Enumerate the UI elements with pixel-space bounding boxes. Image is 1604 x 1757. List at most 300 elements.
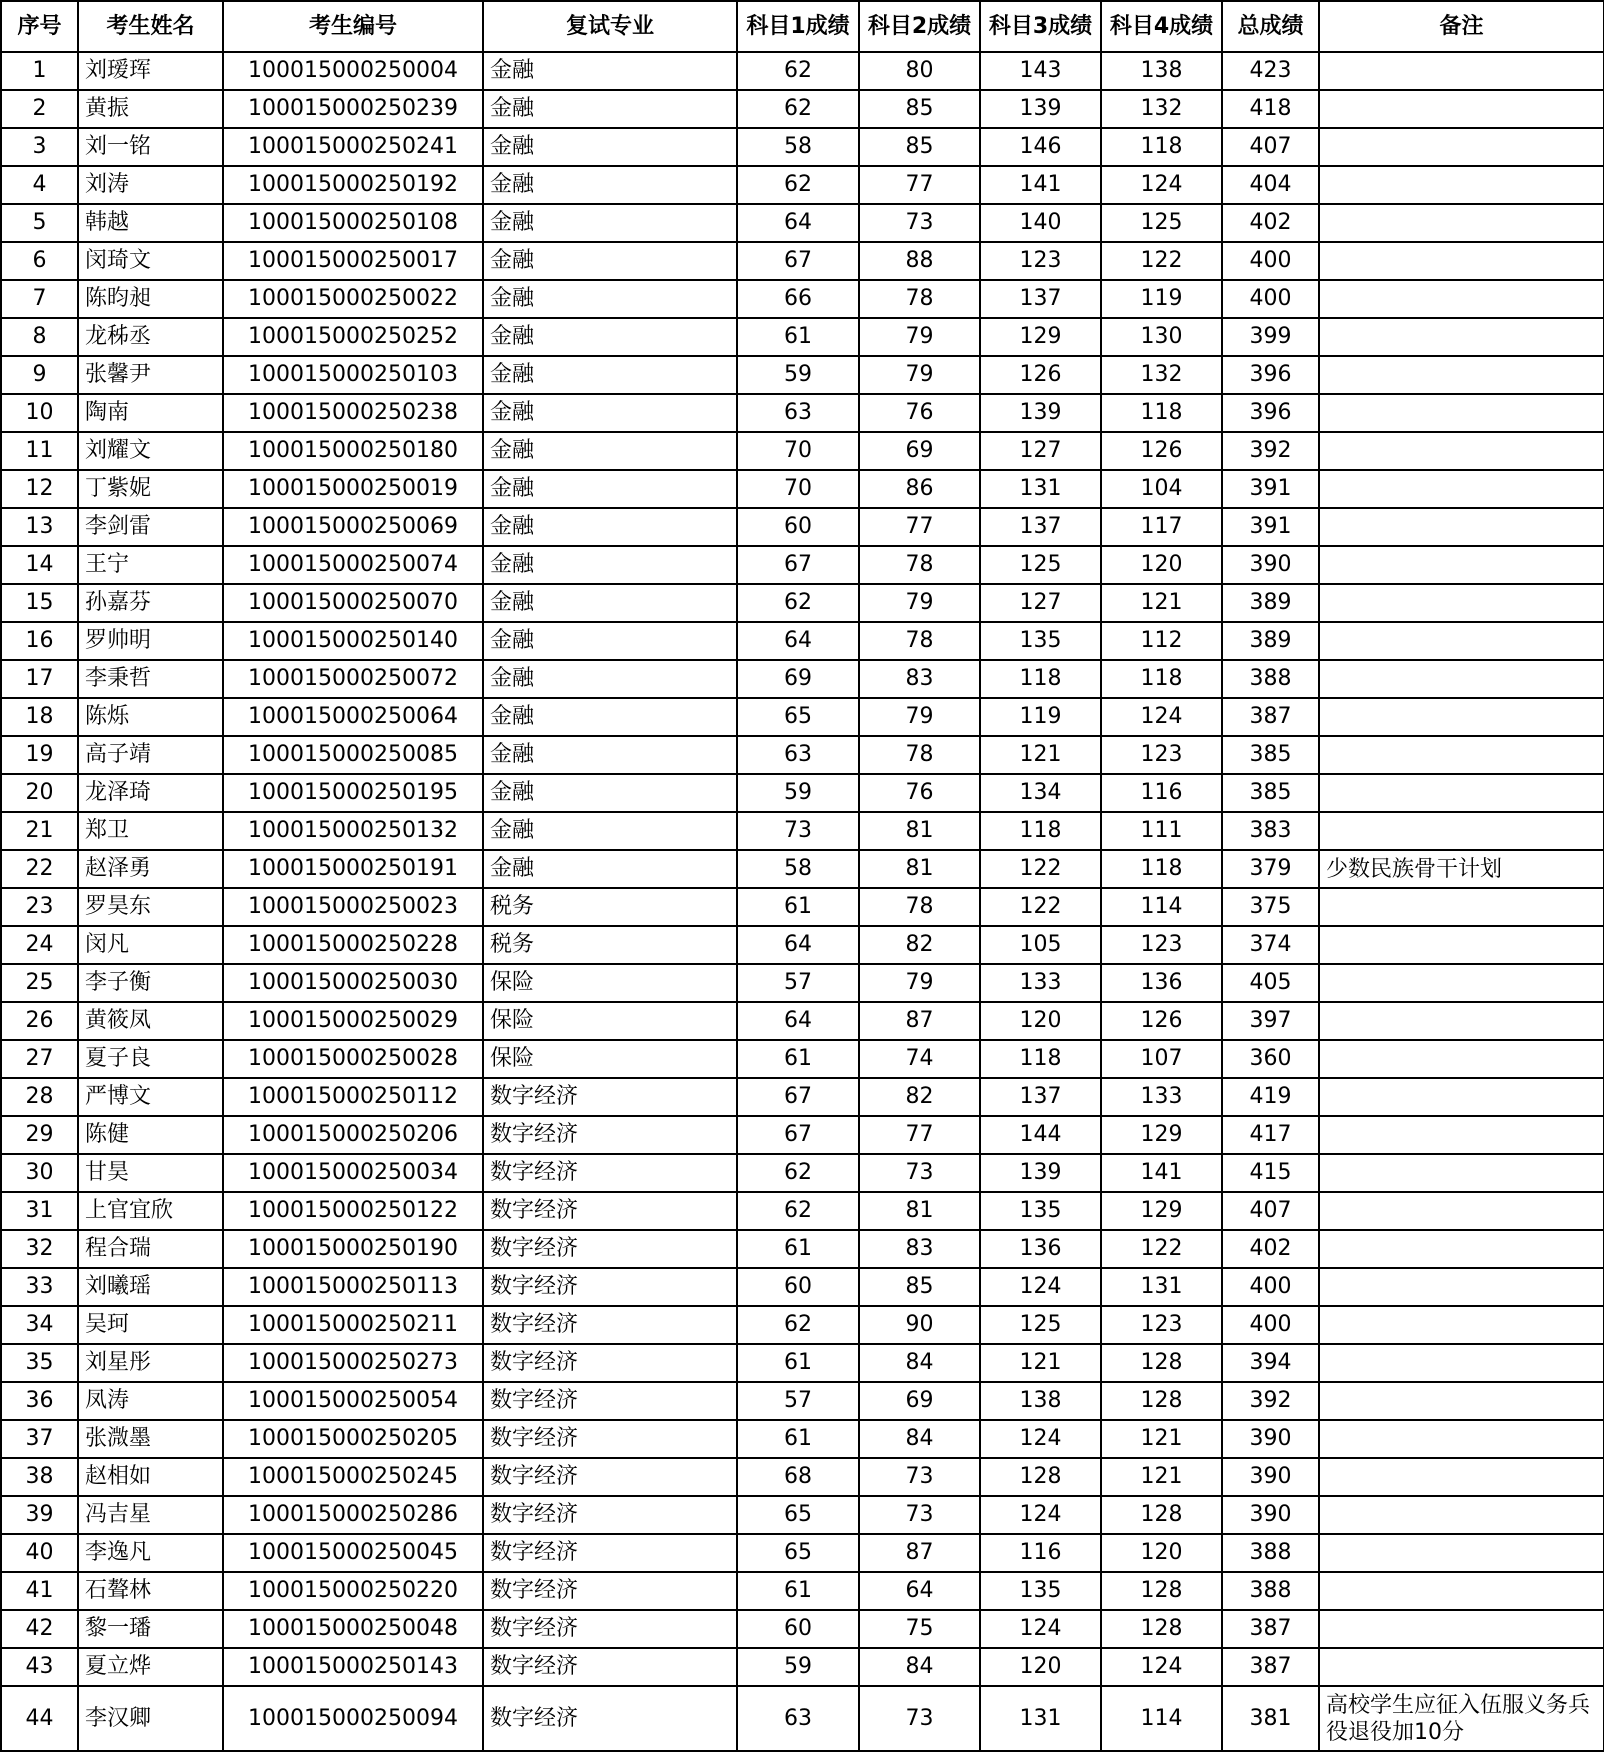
- cell-exam-id: 100015000250228: [223, 926, 483, 964]
- cell-subject1: 61: [737, 1040, 859, 1078]
- cell-subject1: 63: [737, 394, 859, 432]
- cell-total: 390: [1222, 1420, 1319, 1458]
- cell-name: 赵相如: [78, 1458, 223, 1496]
- cell-seq: 6: [1, 242, 78, 280]
- cell-subject2: 85: [859, 90, 980, 128]
- cell-seq: 36: [1, 1382, 78, 1420]
- table-row: [1, 242, 1604, 280]
- cell-seq: 44: [1, 1686, 78, 1751]
- table-row: [1, 1686, 1604, 1751]
- cell-remarks: [1319, 1192, 1604, 1230]
- cell-seq: 22: [1, 850, 78, 888]
- cell-major: 金融: [483, 584, 737, 622]
- cell-major: 金融: [483, 166, 737, 204]
- header-major: 复试专业: [483, 1, 737, 52]
- cell-total: 407: [1222, 1192, 1319, 1230]
- cell-seq: 39: [1, 1496, 78, 1534]
- cell-seq: 24: [1, 926, 78, 964]
- cell-subject4: 104: [1101, 470, 1222, 508]
- cell-subject2: 64: [859, 1572, 980, 1610]
- cell-name: 程合瑞: [78, 1230, 223, 1268]
- cell-major: 数字经济: [483, 1192, 737, 1230]
- cell-subject2: 74: [859, 1040, 980, 1078]
- cell-subject3: 128: [980, 1458, 1101, 1496]
- cell-remarks: [1319, 470, 1604, 508]
- cell-subject4: 114: [1101, 1686, 1222, 1751]
- cell-subject4: 123: [1101, 1306, 1222, 1344]
- cell-subject2: 79: [859, 318, 980, 356]
- cell-remarks: [1319, 698, 1604, 736]
- cell-total: 385: [1222, 736, 1319, 774]
- table-row: [1, 1572, 1604, 1610]
- cell-subject3: 135: [980, 1192, 1101, 1230]
- cell-exam-id: 100015000250017: [223, 242, 483, 280]
- cell-subject2: 73: [859, 1496, 980, 1534]
- cell-subject4: 126: [1101, 1002, 1222, 1040]
- table-row: [1, 1040, 1604, 1078]
- table-row: [1, 318, 1604, 356]
- cell-seq: 3: [1, 128, 78, 166]
- table-row: [1, 204, 1604, 242]
- cell-subject4: 130: [1101, 318, 1222, 356]
- cell-subject4: 124: [1101, 698, 1222, 736]
- cell-subject4: 122: [1101, 1230, 1222, 1268]
- cell-seq: 21: [1, 812, 78, 850]
- cell-exam-id: 100015000250048: [223, 1610, 483, 1648]
- cell-exam-id: 100015000250206: [223, 1116, 483, 1154]
- cell-subject3: 136: [980, 1230, 1101, 1268]
- cell-subject4: 129: [1101, 1192, 1222, 1230]
- cell-name: 冯吉星: [78, 1496, 223, 1534]
- cell-subject2: 73: [859, 1458, 980, 1496]
- cell-subject3: 144: [980, 1116, 1101, 1154]
- cell-subject4: 121: [1101, 584, 1222, 622]
- cell-name: 刘星彤: [78, 1344, 223, 1382]
- cell-total: 389: [1222, 622, 1319, 660]
- cell-name: 陈健: [78, 1116, 223, 1154]
- cell-exam-id: 100015000250045: [223, 1534, 483, 1572]
- cell-seq: 31: [1, 1192, 78, 1230]
- cell-remarks: [1319, 736, 1604, 774]
- cell-exam-id: 100015000250195: [223, 774, 483, 812]
- cell-subject3: 120: [980, 1002, 1101, 1040]
- cell-exam-id: 100015000250238: [223, 394, 483, 432]
- cell-subject2: 80: [859, 52, 980, 90]
- cell-name: 刘瑷珲: [78, 52, 223, 90]
- cell-subject3: 139: [980, 1154, 1101, 1192]
- cell-major: 金融: [483, 128, 737, 166]
- cell-exam-id: 100015000250072: [223, 660, 483, 698]
- cell-major: 金融: [483, 622, 737, 660]
- cell-subject2: 90: [859, 1306, 980, 1344]
- table-row: [1, 432, 1604, 470]
- cell-exam-id: 100015000250273: [223, 1344, 483, 1382]
- cell-total: 400: [1222, 1268, 1319, 1306]
- cell-remarks: [1319, 622, 1604, 660]
- cell-major: 金融: [483, 470, 737, 508]
- cell-total: 375: [1222, 888, 1319, 926]
- table-row: [1, 470, 1604, 508]
- cell-exam-id: 100015000250094: [223, 1686, 483, 1751]
- header-exam-id: 考生编号: [223, 1, 483, 52]
- cell-subject2: 84: [859, 1344, 980, 1382]
- cell-remarks: [1319, 1078, 1604, 1116]
- cell-remarks: [1319, 1496, 1604, 1534]
- cell-major: 保险: [483, 964, 737, 1002]
- cell-total: 419: [1222, 1078, 1319, 1116]
- cell-remarks: [1319, 394, 1604, 432]
- cell-remarks: [1319, 1344, 1604, 1382]
- cell-exam-id: 100015000250112: [223, 1078, 483, 1116]
- cell-exam-id: 100015000250034: [223, 1154, 483, 1192]
- cell-subject3: 118: [980, 1040, 1101, 1078]
- cell-exam-id: 100015000250286: [223, 1496, 483, 1534]
- cell-name: 严博文: [78, 1078, 223, 1116]
- cell-seq: 19: [1, 736, 78, 774]
- cell-remarks: [1319, 888, 1604, 926]
- cell-major: 数字经济: [483, 1116, 737, 1154]
- cell-seq: 14: [1, 546, 78, 584]
- cell-total: 387: [1222, 1610, 1319, 1648]
- table-row: [1, 660, 1604, 698]
- cell-subject4: 120: [1101, 546, 1222, 584]
- cell-subject2: 83: [859, 1230, 980, 1268]
- cell-major: 金融: [483, 280, 737, 318]
- cell-total: 392: [1222, 432, 1319, 470]
- cell-subject1: 62: [737, 166, 859, 204]
- cell-major: 金融: [483, 812, 737, 850]
- cell-exam-id: 100015000250140: [223, 622, 483, 660]
- cell-subject4: 118: [1101, 660, 1222, 698]
- cell-remarks: [1319, 1420, 1604, 1458]
- table-row: [1, 584, 1604, 622]
- cell-major: 数字经济: [483, 1344, 737, 1382]
- cell-subject3: 121: [980, 1344, 1101, 1382]
- cell-subject3: 137: [980, 508, 1101, 546]
- cell-subject2: 82: [859, 1078, 980, 1116]
- cell-subject4: 133: [1101, 1078, 1222, 1116]
- cell-subject1: 62: [737, 1192, 859, 1230]
- cell-subject4: 125: [1101, 204, 1222, 242]
- cell-remarks: [1319, 1116, 1604, 1154]
- cell-subject3: 124: [980, 1496, 1101, 1534]
- cell-seq: 34: [1, 1306, 78, 1344]
- cell-subject3: 139: [980, 394, 1101, 432]
- cell-name: 夏子良: [78, 1040, 223, 1078]
- cell-major: 税务: [483, 888, 737, 926]
- cell-exam-id: 100015000250069: [223, 508, 483, 546]
- cell-total: 389: [1222, 584, 1319, 622]
- cell-subject1: 67: [737, 546, 859, 584]
- table-row: [1, 166, 1604, 204]
- cell-exam-id: 100015000250103: [223, 356, 483, 394]
- table-row: [1, 1268, 1604, 1306]
- cell-subject3: 122: [980, 850, 1101, 888]
- table-row: [1, 90, 1604, 128]
- cell-subject2: 77: [859, 1116, 980, 1154]
- cell-subject1: 61: [737, 1420, 859, 1458]
- cell-subject3: 143: [980, 52, 1101, 90]
- table-row: [1, 1382, 1604, 1420]
- cell-remarks: [1319, 1306, 1604, 1344]
- cell-total: 399: [1222, 318, 1319, 356]
- cell-major: 数字经济: [483, 1268, 737, 1306]
- cell-name: 李秉哲: [78, 660, 223, 698]
- cell-major: 税务: [483, 926, 737, 964]
- cell-remarks: [1319, 242, 1604, 280]
- cell-subject2: 85: [859, 1268, 980, 1306]
- cell-subject3: 118: [980, 812, 1101, 850]
- cell-total: 390: [1222, 1458, 1319, 1496]
- cell-seq: 30: [1, 1154, 78, 1192]
- cell-remarks: [1319, 356, 1604, 394]
- cell-name: 刘涛: [78, 166, 223, 204]
- cell-subject3: 126: [980, 356, 1101, 394]
- cell-total: 400: [1222, 242, 1319, 280]
- cell-total: 374: [1222, 926, 1319, 964]
- cell-name: 罗帅明: [78, 622, 223, 660]
- cell-subject2: 83: [859, 660, 980, 698]
- cell-remarks: [1319, 774, 1604, 812]
- cell-exam-id: 100015000250030: [223, 964, 483, 1002]
- header-name: 考生姓名: [78, 1, 223, 52]
- cell-total: 360: [1222, 1040, 1319, 1078]
- cell-major: 数字经济: [483, 1610, 737, 1648]
- cell-name: 龙泽琦: [78, 774, 223, 812]
- cell-seq: 7: [1, 280, 78, 318]
- cell-exam-id: 100015000250108: [223, 204, 483, 242]
- header-subject2: 科目2成绩: [859, 1, 980, 52]
- cell-seq: 28: [1, 1078, 78, 1116]
- cell-subject1: 57: [737, 1382, 859, 1420]
- cell-subject1: 61: [737, 1344, 859, 1382]
- cell-name: 张馨尹: [78, 356, 223, 394]
- table-row: [1, 736, 1604, 774]
- cell-exam-id: 100015000250220: [223, 1572, 483, 1610]
- cell-subject3: 121: [980, 736, 1101, 774]
- cell-subject3: 137: [980, 280, 1101, 318]
- cell-total: 381: [1222, 1686, 1319, 1751]
- cell-exam-id: 100015000250191: [223, 850, 483, 888]
- cell-exam-id: 100015000250192: [223, 166, 483, 204]
- cell-major: 金融: [483, 394, 737, 432]
- cell-subject4: 128: [1101, 1496, 1222, 1534]
- cell-total: 391: [1222, 470, 1319, 508]
- cell-seq: 11: [1, 432, 78, 470]
- cell-name: 赵泽勇: [78, 850, 223, 888]
- cell-name: 丁紫妮: [78, 470, 223, 508]
- cell-subject1: 59: [737, 1648, 859, 1686]
- cell-subject3: 131: [980, 470, 1101, 508]
- cell-name: 吴珂: [78, 1306, 223, 1344]
- cell-remarks: [1319, 280, 1604, 318]
- cell-subject4: 129: [1101, 1116, 1222, 1154]
- cell-seq: 27: [1, 1040, 78, 1078]
- cell-name: 凤涛: [78, 1382, 223, 1420]
- cell-total: 407: [1222, 128, 1319, 166]
- cell-exam-id: 100015000250029: [223, 1002, 483, 1040]
- cell-subject4: 128: [1101, 1610, 1222, 1648]
- cell-remarks: [1319, 90, 1604, 128]
- cell-major: 金融: [483, 698, 737, 736]
- cell-major: 金融: [483, 432, 737, 470]
- cell-major: 数字经济: [483, 1154, 737, 1192]
- cell-subject2: 86: [859, 470, 980, 508]
- cell-subject4: 136: [1101, 964, 1222, 1002]
- cell-subject1: 65: [737, 1496, 859, 1534]
- cell-total: 404: [1222, 166, 1319, 204]
- cell-subject4: 128: [1101, 1344, 1222, 1382]
- cell-subject4: 123: [1101, 926, 1222, 964]
- cell-exam-id: 100015000250028: [223, 1040, 483, 1078]
- table-row: [1, 1534, 1604, 1572]
- cell-subject4: 126: [1101, 432, 1222, 470]
- cell-exam-id: 100015000250132: [223, 812, 483, 850]
- cell-subject4: 128: [1101, 1382, 1222, 1420]
- cell-subject3: 140: [980, 204, 1101, 242]
- cell-subject4: 117: [1101, 508, 1222, 546]
- cell-subject2: 73: [859, 204, 980, 242]
- cell-total: 388: [1222, 1572, 1319, 1610]
- cell-major: 金融: [483, 90, 737, 128]
- cell-subject1: 60: [737, 1268, 859, 1306]
- cell-subject1: 59: [737, 774, 859, 812]
- table-row: [1, 774, 1604, 812]
- cell-major: 数字经济: [483, 1686, 737, 1751]
- cell-name: 黎一璠: [78, 1610, 223, 1648]
- cell-name: 龙秭丞: [78, 318, 223, 356]
- cell-subject2: 78: [859, 736, 980, 774]
- cell-subject3: 105: [980, 926, 1101, 964]
- cell-seq: 32: [1, 1230, 78, 1268]
- cell-name: 陈昀昶: [78, 280, 223, 318]
- cell-subject1: 66: [737, 280, 859, 318]
- table-row: [1, 394, 1604, 432]
- cell-exam-id: 100015000250122: [223, 1192, 483, 1230]
- cell-remarks: [1319, 1230, 1604, 1268]
- cell-subject2: 79: [859, 356, 980, 394]
- table-row: [1, 1230, 1604, 1268]
- cell-seq: 1: [1, 52, 78, 90]
- cell-seq: 20: [1, 774, 78, 812]
- cell-seq: 12: [1, 470, 78, 508]
- cell-seq: 23: [1, 888, 78, 926]
- cell-name: 刘曦瑶: [78, 1268, 223, 1306]
- cell-remarks: 高校学生应征入伍服义务兵役退役加10分: [1319, 1686, 1604, 1751]
- cell-subject1: 64: [737, 926, 859, 964]
- cell-subject2: 81: [859, 812, 980, 850]
- cell-subject1: 62: [737, 1306, 859, 1344]
- header-remarks: 备注: [1319, 1, 1604, 52]
- cell-major: 金融: [483, 850, 737, 888]
- cell-total: 415: [1222, 1154, 1319, 1192]
- cell-subject3: 122: [980, 888, 1101, 926]
- cell-subject4: 132: [1101, 356, 1222, 394]
- header-subject4: 科目4成绩: [1101, 1, 1222, 52]
- cell-subject2: 85: [859, 128, 980, 166]
- cell-subject2: 69: [859, 432, 980, 470]
- cell-subject2: 73: [859, 1686, 980, 1751]
- table-row: [1, 1116, 1604, 1154]
- cell-exam-id: 100015000250205: [223, 1420, 483, 1458]
- cell-subject2: 79: [859, 964, 980, 1002]
- cell-name: 刘一铭: [78, 128, 223, 166]
- cell-remarks: [1319, 926, 1604, 964]
- cell-exam-id: 100015000250004: [223, 52, 483, 90]
- cell-name: 张溦墨: [78, 1420, 223, 1458]
- cell-remarks: [1319, 812, 1604, 850]
- cell-seq: 9: [1, 356, 78, 394]
- cell-subject3: 124: [980, 1610, 1101, 1648]
- cell-name: 闵琦文: [78, 242, 223, 280]
- cell-subject1: 61: [737, 1230, 859, 1268]
- cell-total: 400: [1222, 1306, 1319, 1344]
- cell-seq: 25: [1, 964, 78, 1002]
- cell-exam-id: 100015000250064: [223, 698, 483, 736]
- table-row: [1, 1420, 1604, 1458]
- cell-subject1: 61: [737, 888, 859, 926]
- cell-subject4: 124: [1101, 166, 1222, 204]
- cell-major: 金融: [483, 774, 737, 812]
- cell-name: 高子靖: [78, 736, 223, 774]
- cell-subject4: 107: [1101, 1040, 1222, 1078]
- cell-subject1: 70: [737, 432, 859, 470]
- cell-subject2: 78: [859, 280, 980, 318]
- cell-subject4: 121: [1101, 1458, 1222, 1496]
- cell-name: 闵凡: [78, 926, 223, 964]
- cell-remarks: [1319, 1648, 1604, 1686]
- cell-total: 388: [1222, 660, 1319, 698]
- cell-seq: 17: [1, 660, 78, 698]
- cell-subject3: 123: [980, 242, 1101, 280]
- table-row: [1, 1610, 1604, 1648]
- cell-subject4: 111: [1101, 812, 1222, 850]
- cell-total: 423: [1222, 52, 1319, 90]
- cell-subject1: 62: [737, 584, 859, 622]
- cell-subject1: 62: [737, 52, 859, 90]
- cell-subject1: 67: [737, 242, 859, 280]
- cell-subject1: 60: [737, 1610, 859, 1648]
- cell-subject4: 132: [1101, 90, 1222, 128]
- table-row: [1, 812, 1604, 850]
- cell-subject1: 65: [737, 698, 859, 736]
- cell-seq: 41: [1, 1572, 78, 1610]
- table-row: [1, 52, 1604, 90]
- cell-remarks: [1319, 318, 1604, 356]
- cell-total: 397: [1222, 1002, 1319, 1040]
- cell-name: 王宁: [78, 546, 223, 584]
- cell-total: 387: [1222, 698, 1319, 736]
- cell-seq: 13: [1, 508, 78, 546]
- cell-remarks: [1319, 1002, 1604, 1040]
- cell-exam-id: 100015000250245: [223, 1458, 483, 1496]
- cell-exam-id: 100015000250070: [223, 584, 483, 622]
- cell-remarks: [1319, 52, 1604, 90]
- cell-subject1: 68: [737, 1458, 859, 1496]
- cell-exam-id: 100015000250022: [223, 280, 483, 318]
- cell-subject1: 64: [737, 622, 859, 660]
- cell-remarks: [1319, 1040, 1604, 1078]
- cell-total: 417: [1222, 1116, 1319, 1154]
- cell-name: 甘昊: [78, 1154, 223, 1192]
- cell-seq: 18: [1, 698, 78, 736]
- cell-major: 数字经济: [483, 1496, 737, 1534]
- cell-subject3: 131: [980, 1686, 1101, 1751]
- cell-subject4: 114: [1101, 888, 1222, 926]
- cell-subject2: 79: [859, 584, 980, 622]
- header-total: 总成绩: [1222, 1, 1319, 52]
- cell-subject4: 128: [1101, 1572, 1222, 1610]
